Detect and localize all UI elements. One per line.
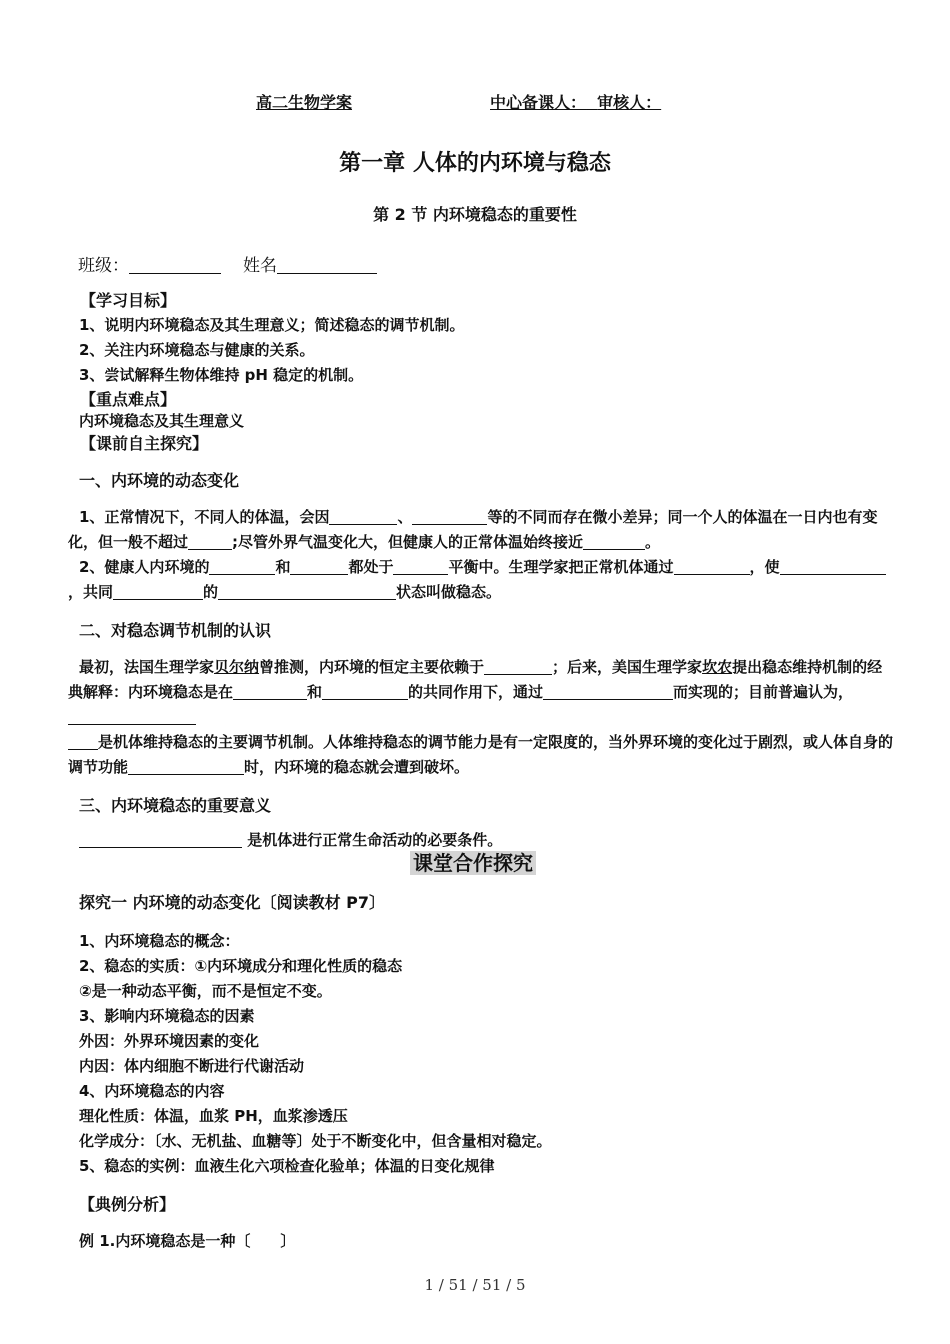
- page-number: 1 / 51 / 51 / 5: [424, 1276, 526, 1294]
- part3-text: 是机体进行正常生命活动的必要条件。: [79, 829, 502, 850]
- header-reviewer: 审核人：: [597, 93, 662, 112]
- blank[interactable]: [393, 559, 448, 575]
- classroom-line: 化学成分：〔水、无机盐、血糖等〕处于不断变化中，但含量相对稳定。: [79, 1132, 552, 1150]
- classroom-line: 1、内环境稳态的概念：: [79, 932, 240, 950]
- classroom-heading: 课堂合作探究: [410, 847, 536, 876]
- header-preparer-reviewer: [370, 90, 661, 113]
- blank[interactable]: [209, 559, 275, 575]
- blank[interactable]: [68, 709, 196, 725]
- classroom-line: 3、影响内环境稳态的因素: [79, 1007, 255, 1025]
- blank[interactable]: [484, 659, 552, 675]
- name-label: 姓名: [243, 256, 277, 276]
- part1-heading: 一、内环境的动态变化: [79, 471, 240, 490]
- blank[interactable]: [412, 509, 487, 525]
- key-points-text: 内环境稳态及其生理意义: [79, 412, 245, 430]
- blank[interactable]: [824, 559, 886, 575]
- scientist-name: 坎农: [702, 658, 733, 676]
- classroom-line: 外因：外界环境因素的变化: [79, 1032, 260, 1050]
- objective-item: 2、关注内环境稳态与健康的关系。: [79, 341, 315, 359]
- classroom-line: 4、内环境稳态的内容: [79, 1082, 225, 1100]
- objective-item: 3、尝试解释生物体维持 pH 稳定的机制。: [79, 366, 364, 384]
- chapter-title: 第一章 人体的内环境与稳态: [339, 151, 611, 176]
- objective-item: 1、说明内环境稳态及其生理意义；简述稳态的调节机制。: [79, 316, 465, 334]
- part1-paragraph1: 1、正常情况下，不同人的体温，会因 、 等的不同而存在微小差异；同一个人的体温在一日内也有变化，但一般不超过 ;尽管外界气温变化大，但健康人的正常体温始终接近 。: [68, 508, 878, 551]
- student-info: [78, 251, 377, 276]
- scientist-name: 贝尔纳: [214, 658, 260, 676]
- blank[interactable]: [543, 684, 673, 700]
- blank[interactable]: [583, 534, 645, 550]
- blank[interactable]: [113, 584, 203, 600]
- name-input[interactable]: [277, 256, 377, 274]
- blank[interactable]: [329, 509, 397, 525]
- example-heading: 【典例分析】: [79, 1195, 176, 1214]
- class-label: 班级：: [78, 256, 129, 276]
- blank[interactable]: [233, 684, 307, 700]
- preclass-heading: 【课前自主探究】: [80, 434, 209, 453]
- part2-paragraph: 最初，法国生理学家贝尔纳曾推测，内环境的恒定主要依赖于 ；后来，美国生理学家坎农提出稳态维持机制的经典解释：内环境稳态是在 和 的共同作用下，通过 而实现的；目前普遍认为， 是机体维持稳态的主要调节机制。人体维持稳态的调节能力是有一定限度的，当外界环境的变化过于剧烈，或人体自身的调节功能 时，内环境的稳态就会遭到破坏。: [68, 658, 894, 776]
- blank[interactable]: [290, 559, 348, 575]
- part3-heading: 三、内环境稳态的重要意义: [79, 796, 272, 815]
- blank[interactable]: [322, 684, 408, 700]
- class-input[interactable]: [129, 256, 221, 274]
- classroom-line: 2、稳态的实质：①内环境成分和理化性质的稳态: [79, 957, 403, 975]
- classroom-line: 5、稳态的实例：血液生化六项检查化验单；体温的日变化规律: [79, 1157, 495, 1175]
- blank[interactable]: [780, 559, 824, 575]
- header-course: 高二生物学案: [256, 93, 353, 112]
- objectives-heading: 【学习目标】: [80, 291, 177, 310]
- section-title: 第 2 节 内环境稳态的重要性: [373, 205, 577, 224]
- explore-title: 探究一 内环境的动态变化〔阅读教材 P7〕: [79, 893, 386, 912]
- classroom-line: 内因：体内细胞不断进行代谢活动: [79, 1057, 305, 1075]
- key-points-heading: 【重点难点】: [80, 390, 177, 409]
- part2-heading: 二、对稳态调节机制的认识: [79, 621, 272, 640]
- blank[interactable]: [79, 832, 242, 848]
- blank[interactable]: [674, 559, 750, 575]
- classroom-line: 理化性质：体温，血浆 PH，血浆渗透压: [79, 1107, 348, 1125]
- blank[interactable]: [218, 584, 396, 600]
- example-question-1: 例 1.内环境稳态是一种〔 〕: [79, 1232, 296, 1250]
- blank[interactable]: [68, 734, 98, 750]
- part1-paragraph2: 2、健康人内环境的 和 都处于 平衡中。生理学家把正常机体通过 ，使，共同 的 状态叫做稳态。: [68, 555, 888, 605]
- header-preparer: 中心备课人：: [490, 93, 587, 112]
- classroom-line: ②是一种动态平衡，而不是恒定不变。: [79, 982, 332, 1000]
- blank[interactable]: [188, 534, 232, 550]
- blank[interactable]: [128, 759, 244, 775]
